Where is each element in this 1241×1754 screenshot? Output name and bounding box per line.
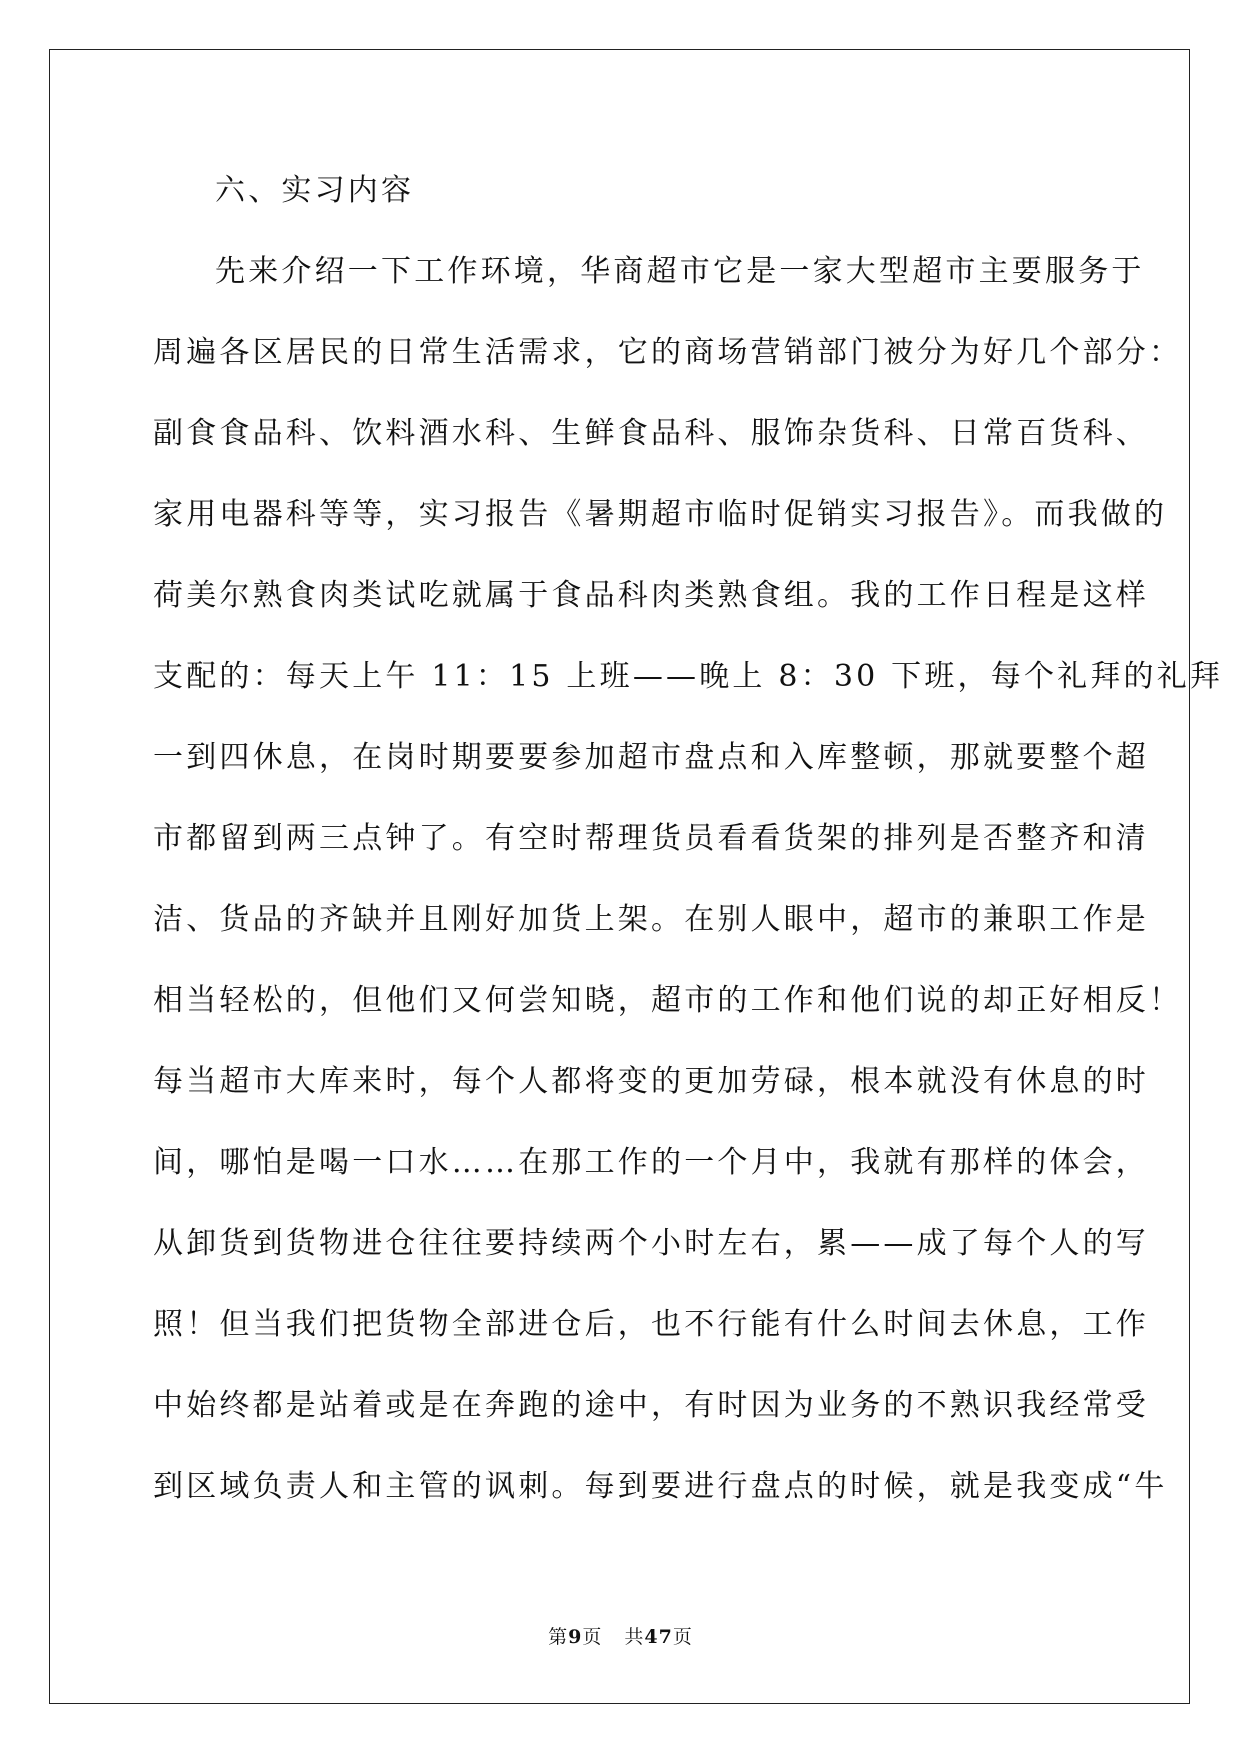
paragraph-line: 市都留到两三点钟了。有空时帮理货员看看货架的排列是否整齐和清 [153, 821, 1149, 856]
document-body [153, 159, 1224, 1536]
page-footer [0, 1622, 1241, 1649]
paragraph-line: 周遍各区居民的日常生活需求，它的商场营销部门被分为好几个部分： [153, 335, 1183, 370]
paragraph-line: 先来介绍一下工作环境，华商超市它是一家大型超市主要服务于 [215, 254, 1145, 289]
paragraph-line: 一到四休息，在岗时期要要参加超市盘点和入库整顿，那就要整个超 [153, 740, 1149, 775]
paragraph-line: 到区域负责人和主管的讽刺。每到要进行盘点的时候，就是我变成“牛 [153, 1469, 1168, 1504]
section-heading: 六、实习内容 [215, 173, 415, 208]
paragraph-line: 相当轻松的，但他们又何尝知晓，超市的工作和他们说的却正好相反！ [153, 983, 1183, 1018]
paragraph-line: 家用电器科等等，实习报告《暑期超市临时促销实习报告》。而我做的 [153, 497, 1168, 532]
total-prefix: 共 [624, 1626, 645, 1648]
paragraph-line: 中始终都是站着或是在奔跑的途中，有时因为业务的不熟识我经常受 [153, 1388, 1149, 1423]
page-prefix: 第 [548, 1626, 569, 1648]
paragraph-line: 照！但当我们把货物全部进仓后，也不行能有什么时间去休息，工作 [153, 1307, 1149, 1342]
paragraph-line: 从卸货到货物进仓往往要持续两个小时左右，累——成了每个人的写 [153, 1226, 1149, 1261]
page-suffix: 页 [582, 1626, 603, 1648]
paragraph-line: 间，哪怕是喝一口水……在那工作的一个月中，我就有那样的体会， [153, 1145, 1149, 1180]
total-suffix: 页 [672, 1626, 693, 1648]
paragraph-line: 洁、货品的齐缺并且刚好加货上架。在别人眼中，超市的兼职工作是 [153, 902, 1149, 937]
paragraph-line: 每当超市大库来时，每个人都将变的更加劳碌，根本就没有休息的时 [153, 1064, 1149, 1099]
paragraph-line: 荷美尔熟食肉类试吃就属于食品科肉类熟食组。我的工作日程是这样 [153, 578, 1149, 613]
page-number: 9 [568, 1626, 583, 1648]
total-pages: 47 [644, 1626, 673, 1648]
paragraph-line: 副食食品科、饮料酒水科、生鲜食品科、服饰杂货科、日常百货科、 [153, 416, 1149, 451]
paragraph-line: 支配的：每天上午 11：15 上班——晚上 8：30 下班，每个礼拜的礼拜 [153, 659, 1224, 694]
